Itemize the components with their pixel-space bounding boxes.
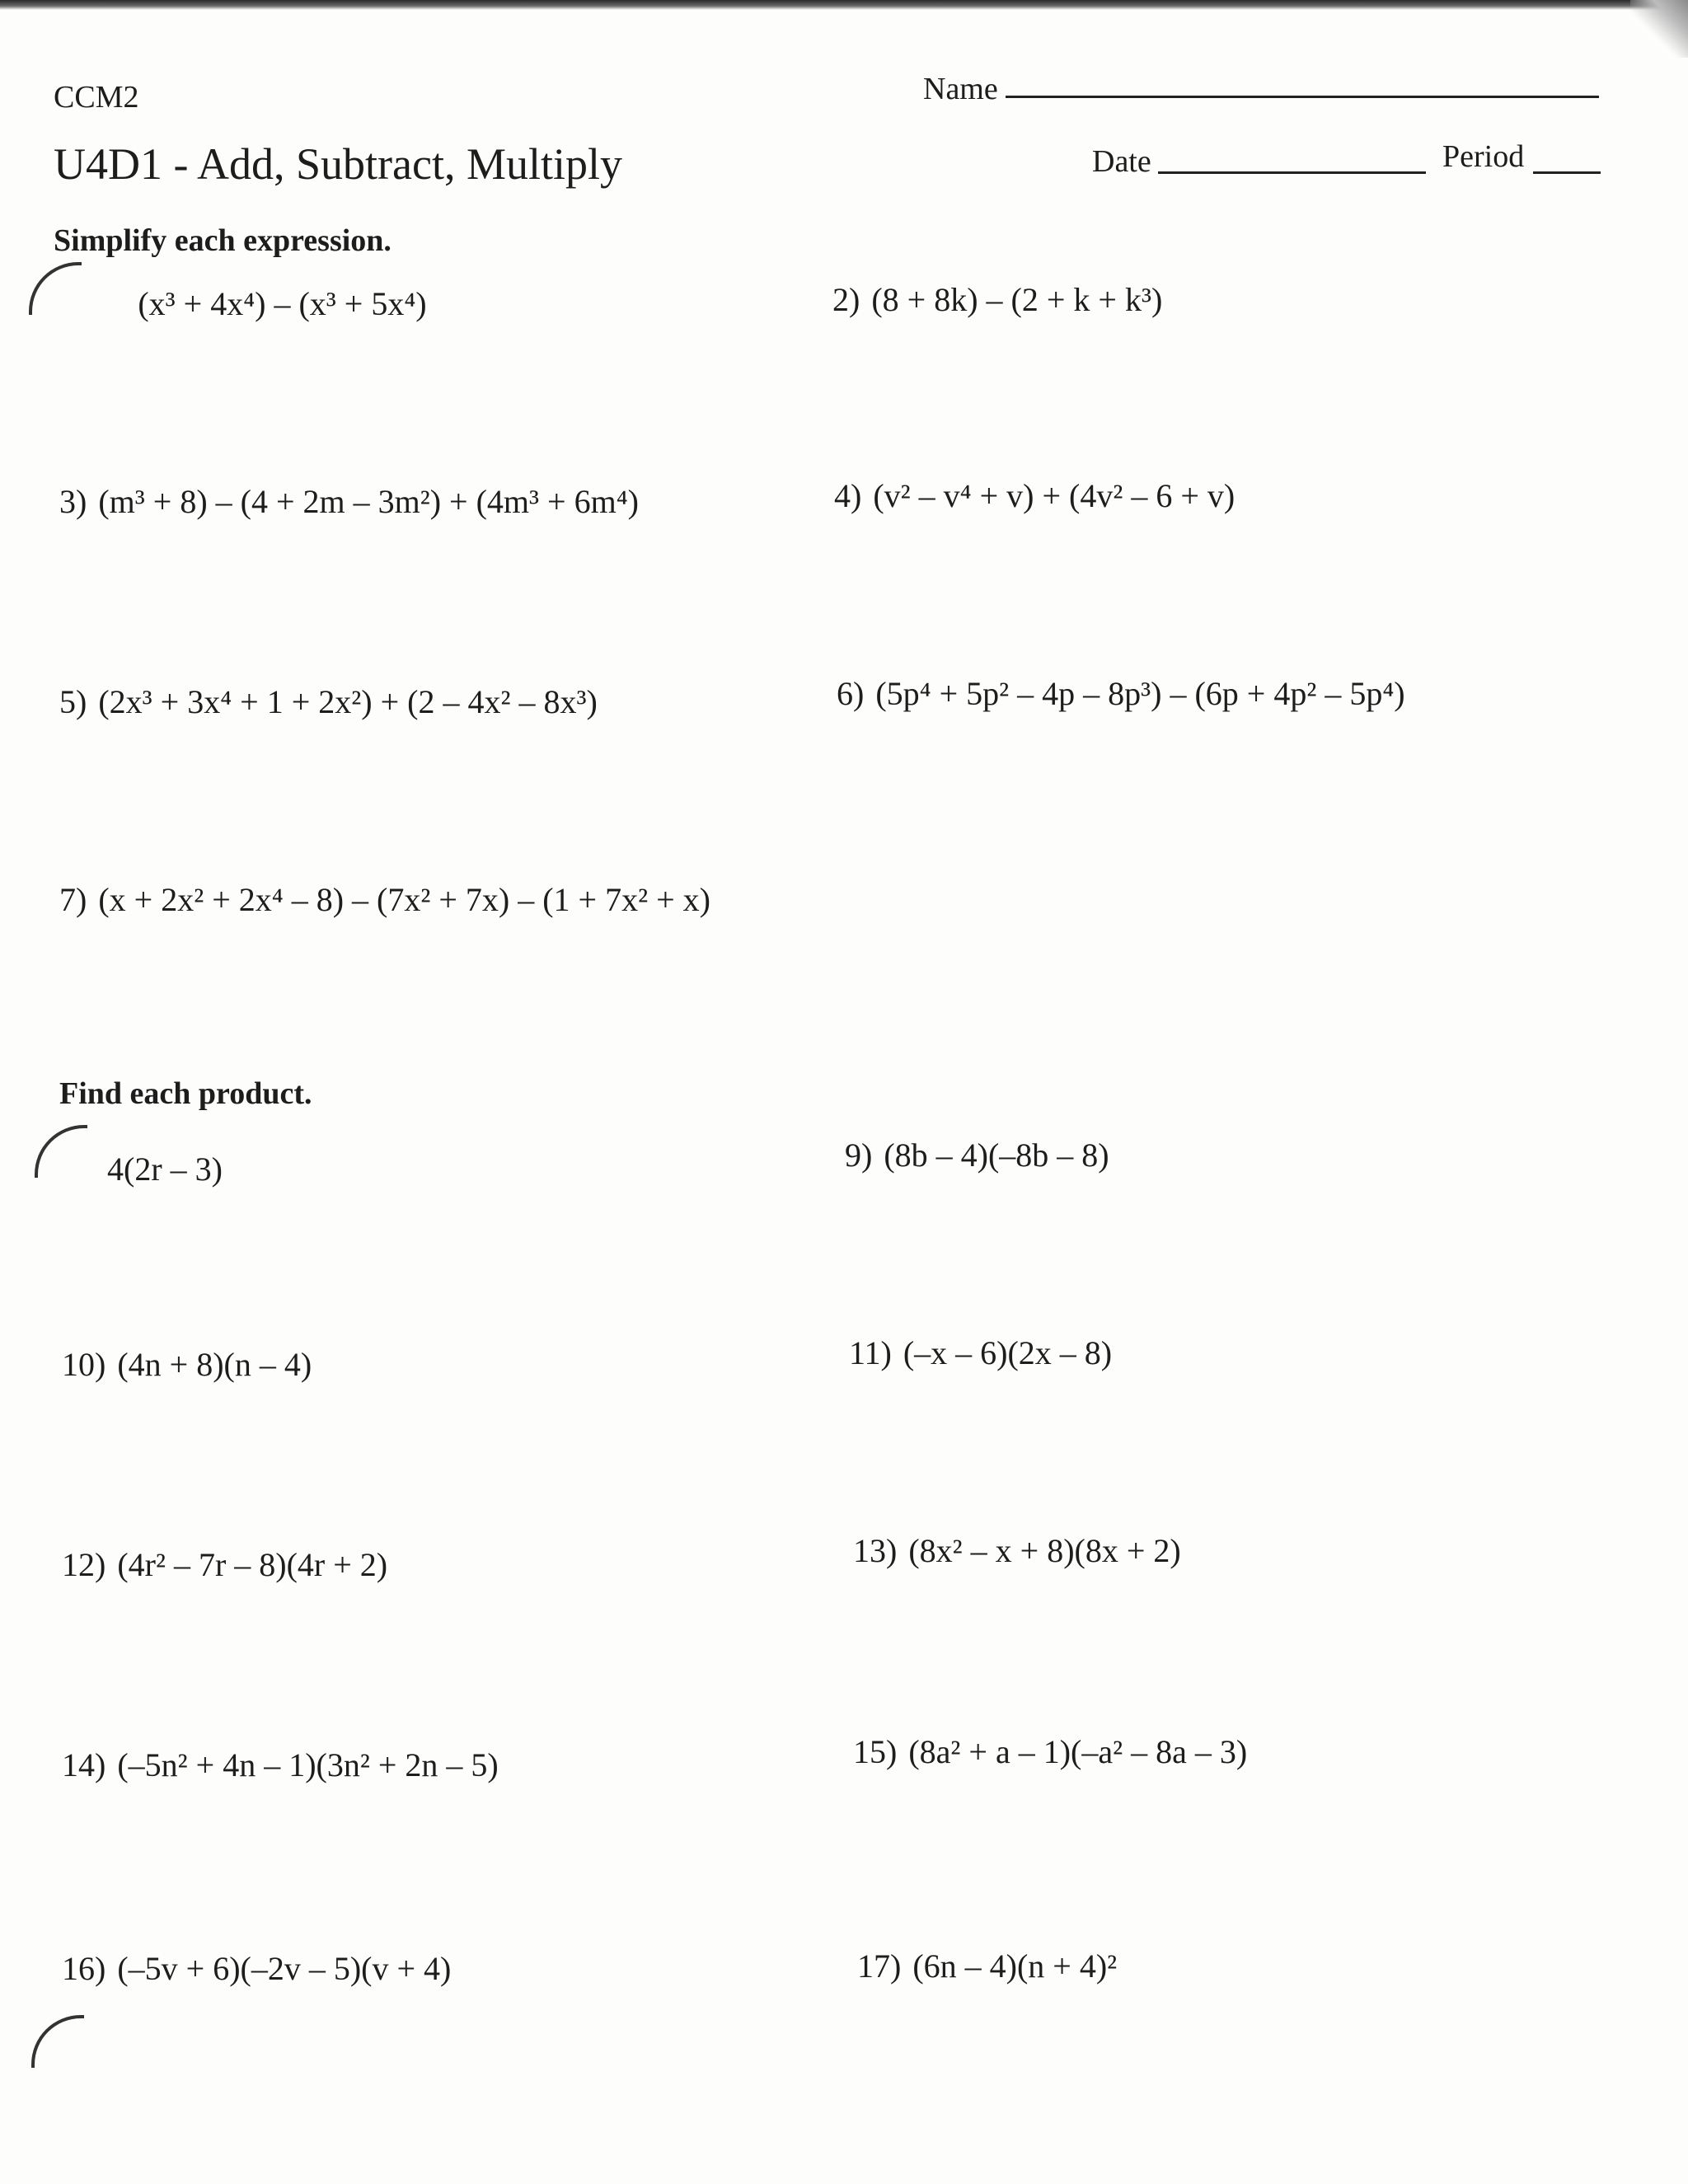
problem-6 xyxy=(837,674,1405,713)
problem-16 xyxy=(62,1949,451,1988)
page-top-edge xyxy=(0,0,1688,10)
problem-number: 11) xyxy=(849,1334,892,1371)
period-label: Period xyxy=(1442,139,1525,174)
course-code: CCM2 xyxy=(54,80,139,115)
problem-7 xyxy=(59,880,710,919)
problem-14 xyxy=(62,1746,499,1784)
problem-11 xyxy=(849,1333,1112,1372)
problem-expression: (2x³ + 3x⁴ + 1 + 2x²) + (2 – 4x² – 8x³) xyxy=(98,683,598,720)
problem-5 xyxy=(59,682,598,721)
problem-expression: (–x – 6)(2x – 8) xyxy=(903,1334,1113,1371)
problem-number: 7) xyxy=(59,881,87,918)
margin-hole-mark xyxy=(35,1125,87,1178)
problem-number: 16) xyxy=(62,1950,106,1987)
margin-hole-mark xyxy=(29,262,82,315)
problem-4 xyxy=(834,476,1235,515)
section-heading-product: Find each product. xyxy=(59,1076,312,1111)
name-label: Name xyxy=(923,72,998,106)
problem-expression: (8a² + a – 1)(–a² – 8a – 3) xyxy=(908,1733,1248,1770)
name-field[interactable] xyxy=(1006,96,1599,98)
problem-number: 4) xyxy=(834,477,862,514)
problem-2 xyxy=(832,280,1162,319)
period-field[interactable] xyxy=(1533,171,1601,174)
date-field[interactable] xyxy=(1158,171,1426,174)
problem-17 xyxy=(857,1947,1117,1985)
date-label: Date xyxy=(1092,144,1151,179)
section-heading-simplify: Simplify each expression. xyxy=(54,223,392,258)
problem-number: 14) xyxy=(62,1746,106,1783)
problem-expression: (–5v + 6)(–2v – 5)(v + 4) xyxy=(117,1950,452,1987)
problem-15 xyxy=(853,1732,1247,1771)
problem-expression: (m³ + 8) – (4 + 2m – 3m²) + (4m³ + 6m⁴) xyxy=(98,483,639,520)
problem-number: 15) xyxy=(853,1733,898,1770)
problem-3 xyxy=(59,482,639,521)
margin-hole-mark xyxy=(31,2015,84,2068)
worksheet-title: U4D1 - Add, Subtract, Multiply xyxy=(54,139,622,189)
problem-number: 12) xyxy=(62,1546,106,1583)
problem-number: 3) xyxy=(59,483,87,520)
problem-expression: (v² – v⁴ + v) + (4v² – 6 + v) xyxy=(873,477,1236,514)
problem-1 xyxy=(99,284,427,323)
problem-expression: (x³ + 4x⁴) – (x³ + 5x⁴) xyxy=(138,285,427,322)
problem-number: 5) xyxy=(59,683,87,720)
problem-12 xyxy=(62,1545,387,1584)
problem-number: 9) xyxy=(845,1137,873,1174)
problem-expression: (4n + 8)(n – 4) xyxy=(117,1346,312,1383)
page-corner-fold xyxy=(1630,0,1688,58)
problem-number: 17) xyxy=(857,1947,902,1985)
problem-expression: (6n – 4)(n + 4)² xyxy=(912,1947,1118,1985)
problem-number: 13) xyxy=(853,1532,898,1569)
problem-expression: (4r² – 7r – 8)(4r + 2) xyxy=(117,1546,388,1583)
problem-number: 10) xyxy=(62,1346,106,1383)
problem-expression: (–5n² + 4n – 1)(3n² + 2n – 5) xyxy=(117,1746,499,1783)
problem-expression: (8x² – x + 8)(8x + 2) xyxy=(908,1532,1181,1569)
problem-expression: 4(2r – 3) xyxy=(107,1151,223,1188)
problem-10 xyxy=(62,1345,312,1384)
problem-expression: (8 + 8k) – (2 + k + k³) xyxy=(871,281,1163,318)
problem-number: 6) xyxy=(837,675,865,712)
problem-expression: (8b – 4)(–8b – 8) xyxy=(884,1137,1109,1174)
problem-expression: (x + 2x² + 2x⁴ – 8) – (7x² + 7x) – (1 + 7x² + x) xyxy=(98,881,710,918)
problem-expression: (5p⁴ + 5p² – 4p – 8p³) – (6p + 4p² – 5p⁴) xyxy=(875,675,1405,712)
problem-13 xyxy=(853,1531,1181,1570)
problem-9 xyxy=(845,1136,1109,1174)
problem-number: 2) xyxy=(832,281,860,318)
